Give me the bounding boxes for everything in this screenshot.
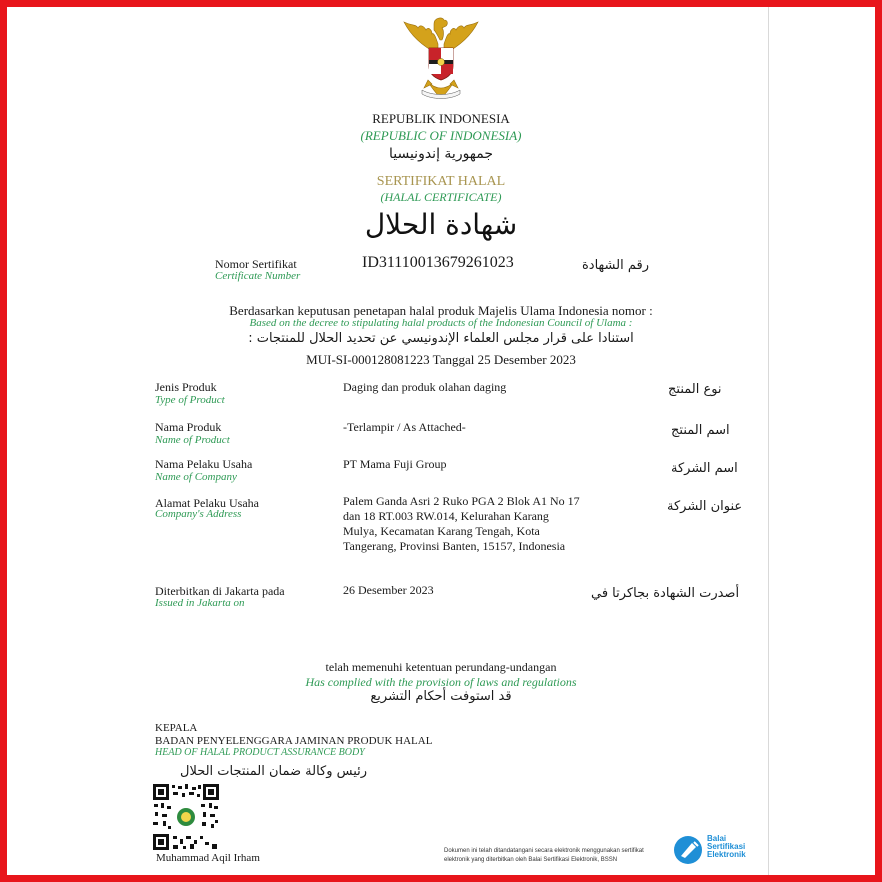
signatory-agency-en: HEAD OF HALAL PRODUCT ASSURANCE BODY (155, 747, 365, 758)
field-label: Nama Pelaku Usaha (155, 457, 253, 471)
field-value: -Terlampir / As Attached- (343, 420, 466, 434)
decree-text-ar: استنادا على قرار مجلس العلماء الإندونيسي عن تحديد الحلال للمنتجات : (248, 331, 634, 346)
field-label: Jenis Produk (155, 380, 217, 394)
field-label-en: Name of Company (155, 471, 237, 483)
field-label-ar: نوع المنتج (668, 382, 722, 397)
field-label-ar: عنوان الشركة (667, 499, 743, 514)
decree-text: Berdasarkan keputusan penetapan halal produk Majelis Ulama Indonesia nomor : (229, 303, 653, 318)
bsre-logo-text-3: Elektronik (707, 850, 746, 859)
issued-date: 26 Desember 2023 (343, 583, 434, 597)
field-label: Nama Produk (155, 420, 222, 434)
bsre-logo-text-2: Sertifikasi (707, 842, 746, 851)
esign-note-line2: elektronik yang diterbitkan oleh Balai Sertifikasi Elektronik, BSSN (444, 857, 618, 863)
certificate-number-label-en: Certificate Number (215, 270, 301, 282)
qr-code (153, 784, 219, 850)
certificate-number-label: Nomor Sertifikat (215, 257, 297, 271)
certificate-title-ar: شهادة الحلال (364, 208, 518, 241)
field-label-ar: اسم المنتج (671, 423, 730, 438)
field-label-en: Company's Address (155, 508, 242, 520)
field-value: PT Mama Fuji Group (343, 457, 447, 471)
certificate-number-label-ar: رقم الشهادة (582, 258, 649, 273)
signatory-name: Muhammad Aqil Irham (156, 852, 260, 864)
compliance-text-en: Has complied with the provision of laws and regulations (305, 675, 577, 689)
esign-note-line1: Dokumen ini telah ditandatangani secara elektronik menggunakan sertifikat (444, 848, 644, 854)
decree-reference: MUI-SI-000128081223 Tanggal 25 Desember 2023 (306, 352, 576, 367)
field-label-en: Type of Product (155, 394, 225, 406)
certificate-title: SERTIFIKAT HALAL (376, 174, 506, 189)
signatory-agency: BADAN PENYELENGGARA JAMINAN PRODUK HALAL (155, 735, 433, 747)
bsre-logo-icon (672, 834, 706, 866)
certificate-title-en: (HALAL CERTIFICATE) (380, 190, 502, 204)
issued-label-ar: أصدرت الشهادة بجاكرتا في (591, 586, 740, 601)
issued-label: Diterbitkan di Jakarta pada (155, 584, 285, 598)
field-label: Alamat Pelaku Usaha (155, 496, 259, 510)
compliance-text-ar: قد استوفت أحكام التشريع (370, 689, 512, 704)
field-value: Daging dan produk olahan daging (343, 380, 507, 394)
decree-text-en: Based on the decree to stipulating halal products of the Indonesian Council of Ulama : (249, 317, 633, 329)
country-name-ar: جمهورية إندونيسيا (388, 146, 494, 162)
issued-label-en: Issued in Jakarta on (155, 597, 245, 609)
bsre-logo-text-1: Balai (707, 834, 727, 843)
compliance-text: telah memenuhi ketentuan perundang-undangan (325, 660, 557, 674)
field-label-ar: اسم الشركة (671, 461, 738, 476)
address-line: Palem Ganda Asri 2 Ruko PGA 2 Blok A1 No 17 (343, 494, 580, 508)
field-label-en: Name of Product (155, 434, 230, 446)
address-line: dan 18 RT.003 RW.014, Kelurahan Karang (343, 509, 549, 523)
address-line: Mulya, Kecamatan Karang Tengah, Kota (343, 524, 540, 538)
address-line: Tangerang, Provinsi Banten, 15157, Indonesia (343, 539, 566, 553)
country-name: REPUBLIK INDONESIA (372, 111, 510, 126)
country-name-en: (REPUBLIC OF INDONESIA) (360, 128, 522, 143)
signatory-agency-ar: رئيس وكالة ضمان المنتجات الحلال (180, 764, 368, 779)
signatory-title: KEPALA (155, 722, 198, 734)
garuda-emblem (398, 14, 484, 104)
certificate-number: ID31110013679261023 (362, 254, 514, 271)
